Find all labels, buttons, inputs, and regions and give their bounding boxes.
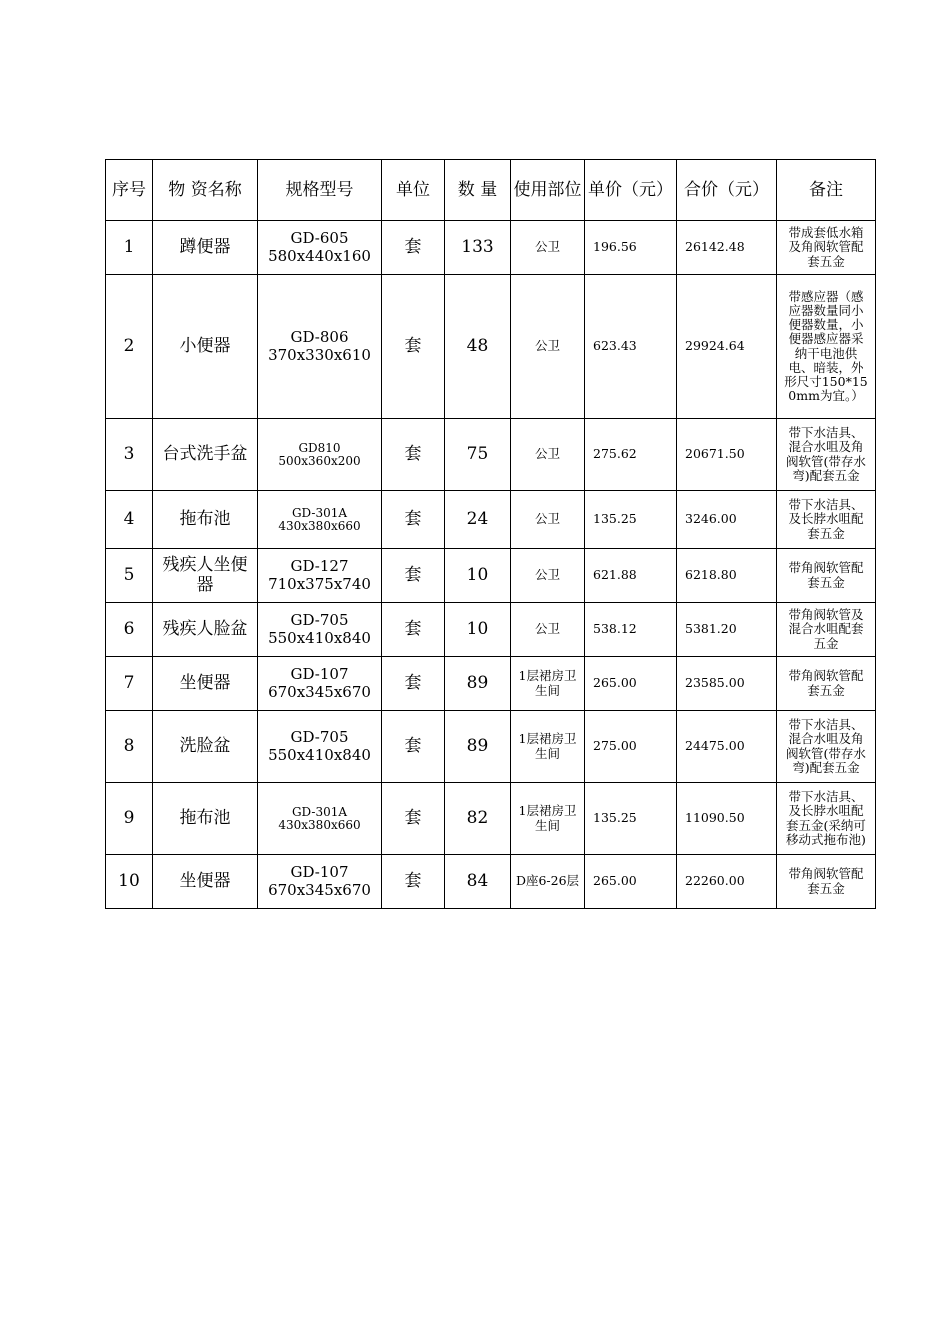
cell-location: 1层裙房卫生间 [511, 711, 585, 783]
table-row [106, 711, 876, 783]
cell-remark: 带角阀软管及混合水咀配套五金 [777, 603, 876, 657]
table-row [106, 221, 876, 275]
cell-price: 275.62 [585, 419, 677, 491]
cell-name: 残疾人坐便器 [153, 549, 258, 603]
materials-table [105, 159, 876, 909]
header-total: 合价（元） [677, 160, 777, 221]
cell-total: 5381.20 [677, 603, 777, 657]
cell-qty: 48 [445, 275, 511, 419]
cell-seq: 2 [106, 275, 153, 419]
cell-unit: 套 [382, 603, 445, 657]
cell-remark: 带角阀软管配套五金 [777, 855, 876, 909]
cell-spec: GD-107 670x345x670 [258, 657, 382, 711]
cell-total: 11090.50 [677, 783, 777, 855]
cell-spec: GD-705 550x410x840 [258, 603, 382, 657]
cell-qty: 10 [445, 603, 511, 657]
cell-unit: 套 [382, 783, 445, 855]
cell-unit: 套 [382, 855, 445, 909]
cell-seq: 1 [106, 221, 153, 275]
cell-total: 24475.00 [677, 711, 777, 783]
cell-price: 135.25 [585, 783, 677, 855]
header-unit: 单位 [382, 160, 445, 221]
cell-total: 3246.00 [677, 491, 777, 549]
cell-unit: 套 [382, 549, 445, 603]
cell-location: 公卫 [511, 221, 585, 275]
cell-seq: 7 [106, 657, 153, 711]
cell-location: 公卫 [511, 491, 585, 549]
table-row [106, 491, 876, 549]
cell-location: 公卫 [511, 275, 585, 419]
table-row [106, 855, 876, 909]
cell-spec: GD-301A 430x380x660 [258, 783, 382, 855]
cell-remark: 带角阀软管配套五金 [777, 549, 876, 603]
header-price: 单价（元） [585, 160, 677, 221]
cell-price: 621.88 [585, 549, 677, 603]
cell-remark: 带下水洁具、混合水咀及角阀软管(带存水弯)配套五金 [777, 711, 876, 783]
header-remark: 备注 [777, 160, 876, 221]
cell-remark: 带感应器（感应器数量同小便器数量，小便器感应器采纳干电池供电、暗装，外形尺寸150*150mm为宜。） [777, 275, 876, 419]
cell-qty: 89 [445, 711, 511, 783]
cell-total: 22260.00 [677, 855, 777, 909]
header-row [106, 160, 876, 221]
cell-remark: 带下水洁具、混合水咀及角阀软管(带存水弯)配套五金 [777, 419, 876, 491]
cell-spec: GD-705 550x410x840 [258, 711, 382, 783]
table-body [106, 160, 876, 909]
cell-price: 265.00 [585, 855, 677, 909]
cell-total: 29924.64 [677, 275, 777, 419]
cell-location: 1层裙房卫生间 [511, 783, 585, 855]
cell-remark: 带角阀软管配套五金 [777, 657, 876, 711]
cell-price: 275.00 [585, 711, 677, 783]
cell-name: 坐便器 [153, 855, 258, 909]
cell-remark: 带下水洁具、及长脖水咀配套五金(采纳可移动式拖布池) [777, 783, 876, 855]
table-row [106, 783, 876, 855]
table-row [106, 275, 876, 419]
table-row [106, 419, 876, 491]
cell-qty: 75 [445, 419, 511, 491]
cell-seq: 9 [106, 783, 153, 855]
cell-spec: GD-605 580x440x160 [258, 221, 382, 275]
header-seq: 序号 [106, 160, 153, 221]
cell-seq: 3 [106, 419, 153, 491]
cell-name: 拖布池 [153, 783, 258, 855]
cell-price: 196.56 [585, 221, 677, 275]
cell-spec: GD810 500x360x200 [258, 419, 382, 491]
cell-location: 公卫 [511, 603, 585, 657]
cell-price: 623.43 [585, 275, 677, 419]
cell-seq: 4 [106, 491, 153, 549]
cell-qty: 82 [445, 783, 511, 855]
cell-total: 20671.50 [677, 419, 777, 491]
cell-name: 台式洗手盆 [153, 419, 258, 491]
cell-total: 26142.48 [677, 221, 777, 275]
cell-unit: 套 [382, 711, 445, 783]
header-qty: 数 量 [445, 160, 511, 221]
cell-price: 135.25 [585, 491, 677, 549]
cell-seq: 5 [106, 549, 153, 603]
cell-seq: 10 [106, 855, 153, 909]
cell-spec: GD-806 370x330x610 [258, 275, 382, 419]
cell-remark: 带成套低水箱及角阀软管配套五金 [777, 221, 876, 275]
cell-price: 538.12 [585, 603, 677, 657]
cell-name: 残疾人脸盆 [153, 603, 258, 657]
table-row [106, 603, 876, 657]
cell-location: 1层裙房卫生间 [511, 657, 585, 711]
cell-name: 蹲便器 [153, 221, 258, 275]
cell-qty: 89 [445, 657, 511, 711]
cell-qty: 133 [445, 221, 511, 275]
cell-seq: 6 [106, 603, 153, 657]
cell-name: 拖布池 [153, 491, 258, 549]
cell-seq: 8 [106, 711, 153, 783]
cell-total: 6218.80 [677, 549, 777, 603]
cell-qty: 84 [445, 855, 511, 909]
cell-spec: GD-107 670x345x670 [258, 855, 382, 909]
cell-name: 坐便器 [153, 657, 258, 711]
cell-location: 公卫 [511, 549, 585, 603]
header-name: 物 资名称 [153, 160, 258, 221]
cell-location: 公卫 [511, 419, 585, 491]
table-row [106, 657, 876, 711]
cell-unit: 套 [382, 221, 445, 275]
cell-spec: GD-127 710x375x740 [258, 549, 382, 603]
cell-remark: 带下水洁具、及长脖水咀配套五金 [777, 491, 876, 549]
cell-total: 23585.00 [677, 657, 777, 711]
table-row [106, 549, 876, 603]
cell-price: 265.00 [585, 657, 677, 711]
cell-spec: GD-301A 430x380x660 [258, 491, 382, 549]
cell-unit: 套 [382, 419, 445, 491]
cell-location: D座6-26层 [511, 855, 585, 909]
cell-unit: 套 [382, 657, 445, 711]
cell-unit: 套 [382, 491, 445, 549]
cell-qty: 10 [445, 549, 511, 603]
cell-unit: 套 [382, 275, 445, 419]
header-spec: 规格型号 [258, 160, 382, 221]
cell-name: 小便器 [153, 275, 258, 419]
cell-name: 洗脸盆 [153, 711, 258, 783]
cell-qty: 24 [445, 491, 511, 549]
header-location: 使用部位 [511, 160, 585, 221]
